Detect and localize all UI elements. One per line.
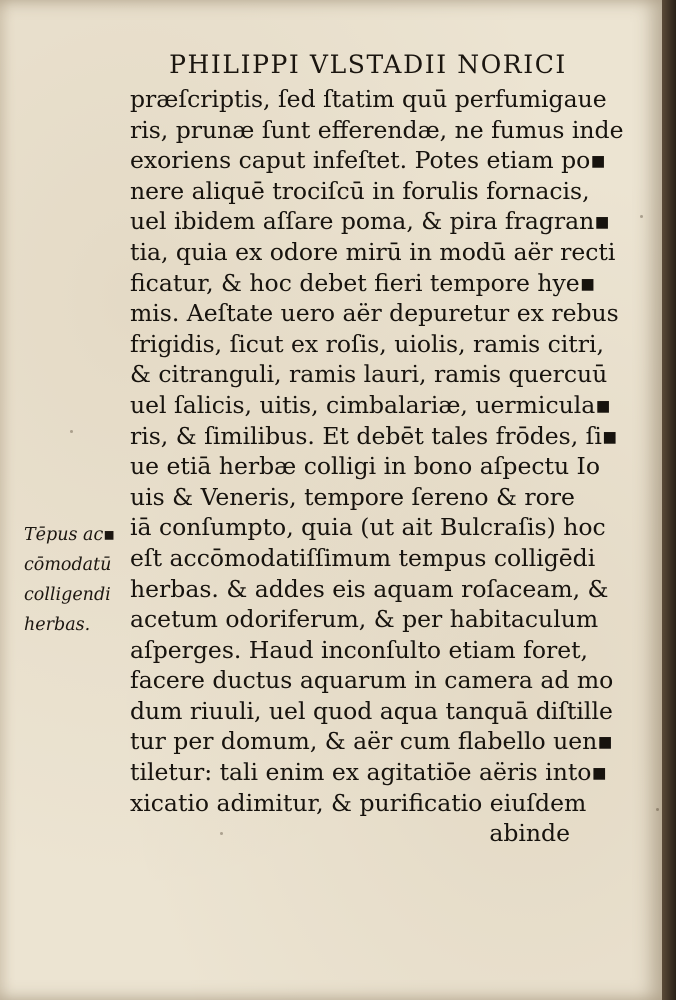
text-line: eſt accōmodatiſſimum tempus colligēdi (130, 543, 596, 572)
marginal-note-line: cōmodatū (24, 555, 112, 575)
marginal-note (24, 520, 134, 640)
text-line: herbas. & addes eis aquam roſaceam, & (130, 574, 609, 603)
ink-speck (70, 430, 73, 433)
ink-speck (640, 215, 643, 218)
marginal-note-line: herbas. (24, 615, 91, 635)
text-line: nere aliquē trociſcū in forulis fornacis, (130, 176, 590, 205)
text-line: facere ductus aquarum in camera ad mo (130, 666, 614, 695)
text-line: uis & Veneris, tempore ſereno & rore (130, 482, 575, 511)
text-line: præſcriptis, ſed ſtatim quū perfumigaue (130, 85, 607, 113)
text-line: exoriens caput infeſtet. Potes etiam po▪ (130, 146, 607, 175)
text-line: xicatio adimitur, & purificatio eiuſdem (130, 788, 587, 817)
text-line: aſperges. Haud inconſulto etiam foret, (130, 635, 589, 664)
running-header: PHILIPPI VLSTADII NORICI (169, 50, 567, 79)
text-line: uel ibidem aſſare poma, & pira fragran▪ (130, 207, 611, 236)
text-line: tiletur: tali enim ex agitatiōe aëris into▪ (130, 758, 608, 787)
text-line: tia, quia ex odore mirū in modū aër recti (130, 237, 616, 266)
text-line: ris, prunæ ſunt efferendæ, ne fumus inde (130, 115, 624, 144)
marginal-note-line: Tēpus ac▪ (24, 525, 116, 545)
text-line: frigidis, ſicut ex roſis, uiolis, ramis citri, (130, 329, 604, 358)
ink-speck (220, 832, 223, 835)
marginal-note-line: colligendi (24, 585, 111, 605)
ink-speck (656, 808, 659, 811)
text-line: acetum odoriferum, & per habitaculum (130, 605, 599, 634)
text-line: uel ſalicis, uitis, cimbalariæ, uermicula▪ (130, 390, 612, 419)
book-gutter-edge (662, 0, 676, 1000)
text-line: ris, & ſimilibus. Et debēt tales frōdes, ſi▪ (130, 421, 618, 450)
catchword: abinde (489, 819, 570, 848)
text-line: dum riuuli, uel quod aqua tanquā diſtille (130, 696, 613, 725)
text-line: ue etiā herbæ colligi in bono aſpectu Io (130, 452, 600, 481)
body-text (130, 84, 624, 849)
text-line: iā conſumpto, quia (ut ait Bulcraſis) hoc (130, 513, 606, 542)
text-line: ficatur, & hoc debet fieri tempore hye▪ (130, 268, 596, 297)
text-line: mis. Aeſtate uero aër depuretur ex rebus (130, 299, 619, 328)
text-line: tur per domum, & aër cum flabello uen▪ (130, 727, 614, 756)
text-line: & citranguli, ramis lauri, ramis quercuū (130, 360, 608, 389)
